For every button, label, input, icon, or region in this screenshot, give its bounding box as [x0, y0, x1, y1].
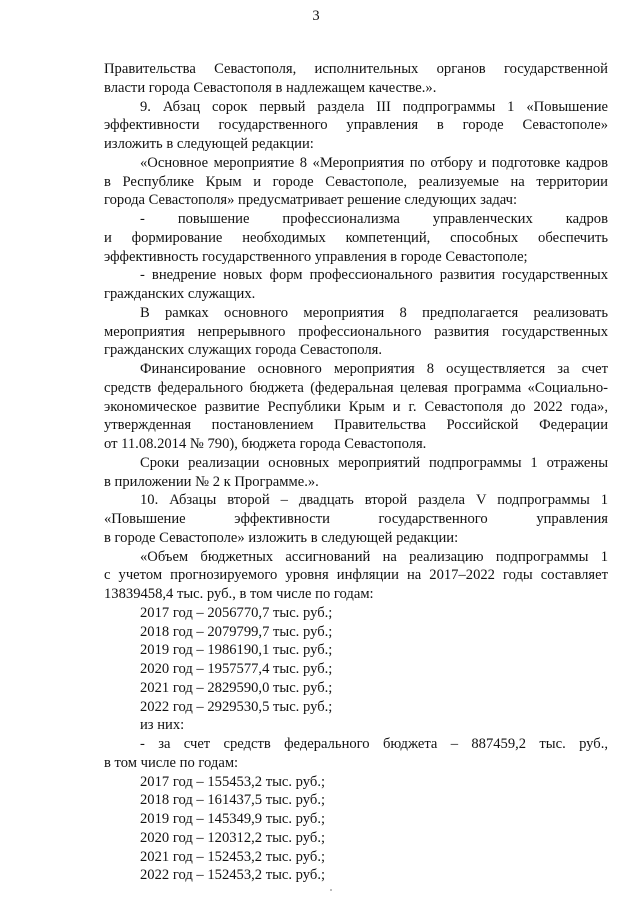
text-line: Сроки реализации основных мероприятий подпрограммы 1 отражены	[140, 454, 608, 471]
text-line: изложить в следующей редакции:	[104, 136, 314, 152]
text-line: власти города Севастополя в надлежащем качестве.».	[104, 79, 437, 96]
text-line: Финансирование основного мероприятия 8 осуществляется за счет	[140, 361, 608, 377]
text-line: 10. Абзацы второй – двадцать второй раздела V подпрограммы 1	[140, 492, 608, 509]
text-line: «Повышение эффективности государственного управления	[104, 511, 608, 527]
text-line: 2021 год – 2829590,0 тыс. руб.;	[140, 679, 333, 696]
text-line: 2020 год – 1957577,4 тыс. руб.;	[140, 661, 333, 677]
text-line: 2020 год – 120312,2 тыс. руб.;	[140, 829, 326, 846]
text-line: 9. Абзац сорок первый раздела III подпрограммы 1 «Повышение	[140, 98, 608, 115]
page-number: 3	[312, 8, 320, 24]
text-line: утвержденная постановлением Правительства Российской Федерации	[104, 417, 608, 434]
text-line: средств федерального бюджета (федеральная целевая программа «Социально-	[104, 379, 608, 396]
text-line: эффективность государственного управления в городе Севастополе;	[104, 248, 528, 265]
text-line: - внедрение новых форм профессионального развития государственных	[140, 267, 608, 284]
text-line: 2017 год – 155453,2 тыс. руб.;	[140, 773, 326, 790]
text-line: в городе Севастополе» изложить в следующей редакции:	[104, 529, 459, 546]
text-line: 2022 год – 2929530,5 тыс. руб.;	[140, 698, 333, 715]
text-line: - повышение профессионализма управленческих кадров	[140, 211, 608, 227]
text-line: 2018 год – 161437,5 тыс. руб.;	[140, 792, 326, 809]
text-line: гражданских служащих города Севастополя.	[104, 342, 383, 359]
text-line: 2018 год – 2079799,7 тыс. руб.;	[140, 623, 333, 640]
scan-speck	[330, 889, 332, 891]
text-line: и формирование необходимых компетенций, способных обеспечить	[104, 229, 608, 246]
text-line: 2019 год – 145349,9 тыс. руб.;	[140, 811, 326, 827]
text-line: 2021 год – 152453,2 тыс. руб.;	[140, 848, 326, 865]
text-line: с учетом прогнозируемого уровня инфляции на 2017–2022 годы составляет	[104, 567, 608, 584]
text-line: 13839458,4 тыс. руб., в том числе по годам:	[104, 586, 374, 602]
text-line: В рамках основного мероприятия 8 предполагается реализовать	[140, 304, 608, 321]
text-line: экономическое развитие Республики Крым и г. Севастополя до 2022 года»,	[104, 398, 608, 415]
text-line: мероприятия непрерывного профессионального развития государственных	[104, 323, 608, 340]
text-line: - за счет средств федерального бюджета – 887459,2 тыс. руб.,	[140, 736, 608, 752]
text-line: в Республике Крым и городе Севастополе, реализуемые на территории	[104, 173, 608, 190]
text-line: «Объем бюджетных ассигнований на реализацию подпрограммы 1	[140, 548, 608, 565]
text-line: в приложении № 2 к Программе.».	[104, 473, 319, 490]
text-line: 2017 год – 2056770,7 тыс. руб.;	[140, 604, 333, 621]
text-line: гражданских служащих.	[104, 286, 256, 302]
text-line: Правительства Севастополя, исполнительных органов государственной	[104, 61, 608, 77]
text-line: в том числе по годам:	[104, 754, 239, 771]
text-line: из них:	[140, 717, 185, 734]
text-line: города Севастополя» предусматривает решение следующих задач:	[104, 192, 518, 209]
text-line: «Основное мероприятие 8 «Мероприятия по отбору и подготовке кадров	[140, 154, 608, 171]
text-line: 2022 год – 152453,2 тыс. руб.;	[140, 867, 326, 884]
text-line: эффективности государственного управления в городе Севастополе»	[104, 117, 608, 134]
text-line: от 11.08.2014 № 790), бюджета города Севастополя.	[104, 436, 427, 452]
text-line: 2019 год – 1986190,1 тыс. руб.;	[140, 642, 333, 659]
